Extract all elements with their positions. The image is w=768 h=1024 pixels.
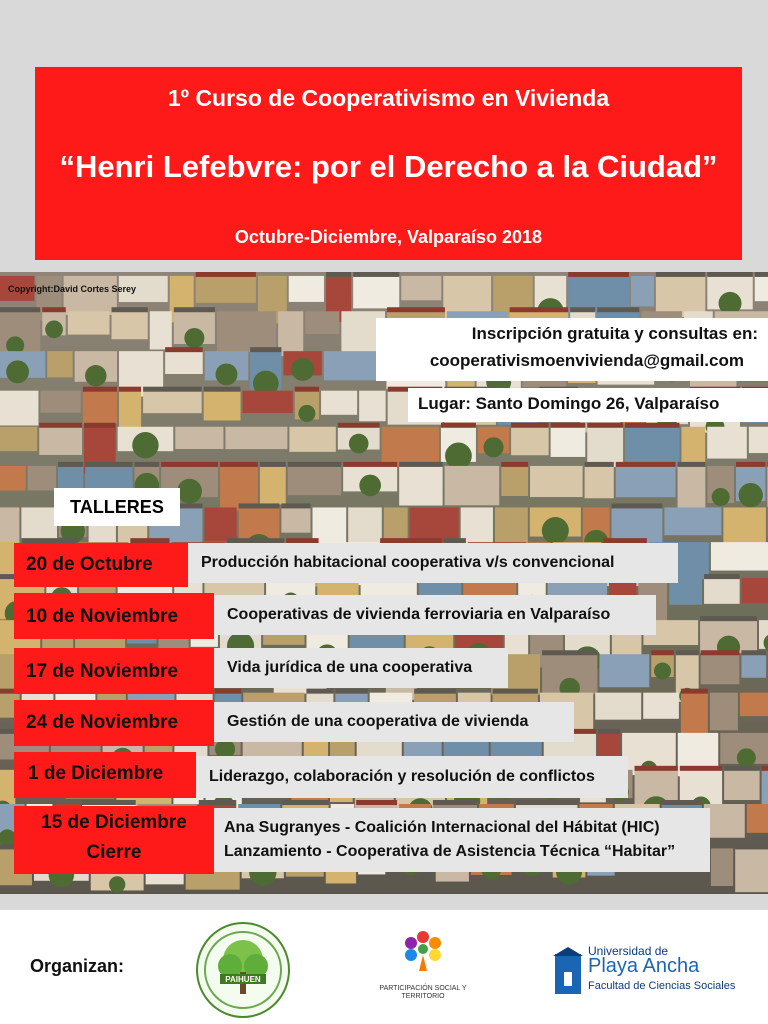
house-roof — [676, 650, 699, 655]
house-roof — [295, 387, 319, 392]
house-block — [530, 466, 583, 497]
house-roof — [735, 844, 768, 849]
house-block — [740, 693, 768, 716]
house-roof — [42, 307, 65, 312]
house-block — [742, 578, 768, 603]
house-roof — [612, 503, 663, 508]
tree-shape — [542, 517, 569, 544]
house-roof — [343, 462, 397, 467]
upla-name-line2: Playa Ancha — [588, 955, 700, 977]
house-roof — [570, 307, 595, 312]
house-block — [616, 466, 676, 497]
house-roof — [82, 800, 136, 805]
house-roof — [220, 462, 258, 467]
house-roof — [165, 347, 203, 352]
house-block — [599, 654, 649, 687]
schedule-date-text: 1 de Diciembre — [28, 763, 164, 784]
house-block — [0, 466, 26, 491]
house-block — [68, 311, 110, 334]
house-roof — [701, 650, 740, 655]
house-block — [585, 466, 614, 498]
house-block — [83, 391, 117, 424]
registration-text: Inscripción gratuita y consultas en: — [471, 324, 758, 343]
tree-shape — [483, 437, 503, 457]
house-roof — [678, 462, 706, 467]
schedule-desc — [188, 543, 678, 583]
header-banner — [35, 67, 742, 260]
house-roof — [326, 272, 351, 277]
house-roof — [353, 272, 399, 277]
schedule-date-text: 10 de Noviembre — [26, 606, 179, 627]
house-block — [305, 311, 339, 334]
participacion-logo — [378, 925, 468, 1010]
house-roof — [755, 272, 768, 277]
tree-shape — [109, 876, 125, 892]
house-roof — [551, 423, 586, 428]
schedule-date — [14, 752, 196, 798]
schedule-date-text: 24 de Noviembre — [26, 712, 179, 733]
house-block — [196, 276, 256, 303]
schedule-desc-text: Vida jurídica de una cooperativa — [227, 659, 473, 676]
contact-email[interactable]: cooperativismoenvivienda@gmail.com — [429, 351, 744, 370]
schedule-date — [14, 700, 214, 746]
schedule-date-text: 15 de Diciembre — [41, 812, 187, 833]
location-text: Lugar: Santo Domingo 26, Valparaíso — [418, 394, 720, 413]
house-block — [382, 427, 439, 466]
schedule-desc-text: Gestión de una cooperativa de vivienda — [227, 713, 529, 730]
course-subtitle: “Henri Lefebvre: por el Derecho a la Ciudad” — [59, 149, 718, 184]
talleres-label: TALLERES — [54, 488, 180, 526]
upla-name-line1: Universidad de — [588, 944, 669, 958]
house-roof — [597, 307, 639, 312]
house-roof — [83, 387, 117, 392]
house-block — [0, 391, 38, 426]
house-roof — [204, 387, 241, 392]
house-roof — [681, 689, 708, 694]
house-roof — [651, 650, 674, 655]
house-block — [711, 542, 768, 570]
schedule-desc-text: Liderazgo, colaboración y resolución de conflictos — [209, 768, 595, 785]
house-roof — [762, 766, 768, 771]
house-roof — [58, 462, 83, 467]
tree-shape — [712, 488, 730, 506]
tree-shape — [184, 328, 204, 348]
house-roof — [635, 766, 678, 771]
house-block — [204, 507, 236, 541]
schedule-desc — [214, 702, 574, 742]
tree-shape — [739, 483, 763, 507]
house-block — [741, 654, 766, 678]
house-block — [445, 466, 500, 505]
house-block — [511, 427, 549, 455]
organizers-label: Organizan: — [30, 956, 125, 976]
house-roof — [306, 689, 333, 694]
house-roof — [282, 800, 328, 805]
house-roof — [680, 766, 722, 771]
house-roof — [542, 650, 597, 655]
tree-shape — [654, 662, 671, 679]
house-roof — [700, 616, 757, 621]
house-block — [204, 391, 241, 421]
house-block — [710, 693, 738, 731]
house-roof — [501, 462, 528, 467]
tree-shape — [45, 320, 63, 338]
house-block — [165, 351, 203, 374]
house-block — [39, 427, 82, 455]
house-roof — [143, 387, 202, 392]
schedule-desc-text: Cooperativas de vivienda ferroviaria en Valparaíso — [227, 606, 611, 623]
house-block — [321, 391, 357, 415]
house-block — [359, 391, 386, 422]
paihuen-logo-text: PAIHUEN — [225, 975, 261, 984]
tree-shape — [132, 432, 158, 458]
tree-shape — [216, 363, 238, 385]
house-roof — [625, 423, 679, 428]
house-block — [217, 311, 276, 352]
tree-shape — [445, 443, 472, 470]
schedule-desc — [214, 648, 508, 688]
tree-shape — [737, 748, 756, 767]
house-block — [47, 351, 72, 377]
house-block — [501, 466, 528, 496]
house-block — [724, 770, 759, 800]
house-roof — [288, 462, 341, 467]
house-roof — [656, 272, 705, 277]
house-roof — [616, 462, 676, 467]
house-block — [755, 276, 768, 301]
building-icon — [552, 946, 584, 996]
upla-name-line3: Facultad de Ciencias Sociales — [588, 980, 736, 992]
house-roof — [585, 462, 614, 467]
house-roof — [174, 307, 215, 312]
house-block — [175, 427, 223, 449]
house-roof — [493, 689, 538, 694]
house-block — [678, 466, 706, 513]
house-block — [348, 507, 382, 545]
schedule-desc-closing — [214, 808, 710, 872]
house-roof — [356, 800, 397, 805]
house-roof — [568, 272, 629, 277]
tree-shape — [298, 405, 315, 422]
house-block — [401, 276, 441, 300]
house-roof — [662, 800, 702, 805]
house-block — [242, 391, 292, 413]
course-dates: Octubre-Diciembre, Valparaíso 2018 — [234, 227, 543, 247]
house-roof — [281, 503, 310, 508]
house-roof — [134, 462, 159, 467]
schedule-desc-text: Producción habitacional cooperativa v/s convencional — [201, 554, 615, 571]
tree-shape — [359, 475, 381, 497]
location-box — [408, 388, 768, 422]
house-block — [0, 427, 37, 451]
house-roof — [724, 766, 759, 771]
house-roof — [84, 423, 116, 428]
schedule-desc-text: Ana Sugranyes - Coalición Internacional del Hábitat (HIC) — [224, 819, 660, 836]
house-block — [112, 311, 148, 339]
house-block — [749, 427, 768, 453]
house-block — [281, 507, 310, 532]
house-block — [711, 848, 733, 886]
house-roof — [161, 462, 218, 467]
house-block — [260, 466, 286, 505]
participacion-logo-text: PARTICIPACIÓN SOCIAL Y TERRITORIO — [379, 985, 467, 1000]
tree-shape — [177, 479, 202, 504]
house-roof — [0, 307, 40, 312]
house-roof — [707, 272, 752, 277]
house-roof — [587, 423, 623, 428]
tree-shape — [6, 360, 29, 383]
house-block — [587, 427, 623, 467]
house-block — [551, 427, 586, 457]
schedule-date — [14, 543, 188, 587]
house-roof — [511, 423, 549, 428]
house-block — [595, 693, 641, 720]
house-roof — [85, 462, 132, 467]
schedule-date-text: 20 de Octubre — [26, 554, 153, 575]
house-roof — [741, 650, 766, 655]
house-block — [150, 311, 172, 349]
house-block — [704, 578, 740, 604]
flower-icon — [378, 925, 468, 985]
house-roof — [119, 387, 141, 392]
house-block — [28, 466, 56, 490]
house-roof — [414, 689, 456, 694]
house-roof — [399, 462, 442, 467]
house-block — [225, 427, 287, 449]
house-block — [289, 276, 324, 302]
registration-box — [376, 318, 768, 381]
house-roof — [196, 272, 256, 277]
upla-logo — [552, 944, 752, 1004]
tree-shape — [349, 434, 369, 454]
house-block — [631, 276, 654, 306]
house-block — [707, 427, 747, 459]
house-roof — [598, 729, 620, 734]
house-block — [143, 391, 202, 414]
house-roof — [704, 574, 740, 579]
tree-shape — [291, 358, 314, 381]
house-block — [656, 276, 705, 317]
house-roof — [338, 423, 380, 428]
schedule-closing-label: Cierre — [86, 842, 142, 863]
house-roof — [199, 800, 236, 805]
house-roof — [516, 800, 578, 805]
house-roof — [260, 462, 286, 467]
schedule-desc — [196, 756, 628, 798]
house-roof — [433, 800, 477, 805]
schedule-date-closing — [14, 806, 214, 874]
house-roof — [441, 423, 476, 428]
house-block — [735, 848, 768, 892]
tree-icon — [198, 924, 288, 1016]
house-block — [278, 311, 303, 356]
course-title: 1º Curso de Cooperativismo en Vivienda — [167, 85, 610, 111]
house-roof — [387, 307, 445, 312]
house-block — [64, 276, 117, 315]
photo-copyright: Copyright:David Cortes Serey — [8, 284, 137, 294]
house-block — [747, 804, 768, 833]
house-block — [664, 507, 721, 535]
paihuen-logo — [196, 922, 290, 1018]
schedule-desc-text-2: Lanzamiento - Cooperativa de Asistencia Técnica “Habitar” — [224, 843, 676, 860]
house-roof — [39, 423, 82, 428]
house-block — [399, 466, 442, 506]
house-roof — [335, 689, 367, 694]
house-block — [289, 427, 335, 452]
schedule-date-text: 17 de Noviembre — [26, 661, 179, 682]
house-block — [353, 276, 399, 308]
house-roof — [239, 503, 280, 508]
house-block — [643, 693, 679, 719]
house-roof — [112, 307, 148, 312]
house-roof — [510, 307, 569, 312]
house-roof — [250, 347, 281, 352]
schedule-desc — [214, 595, 656, 635]
schedule-date — [14, 593, 214, 639]
house-block — [681, 693, 708, 739]
house-roof — [736, 462, 765, 467]
house-block — [701, 654, 740, 684]
house-roof — [215, 689, 242, 694]
tree-shape — [85, 365, 106, 386]
schedule-date — [14, 648, 214, 694]
house-block — [288, 466, 341, 495]
house-block — [40, 391, 80, 413]
